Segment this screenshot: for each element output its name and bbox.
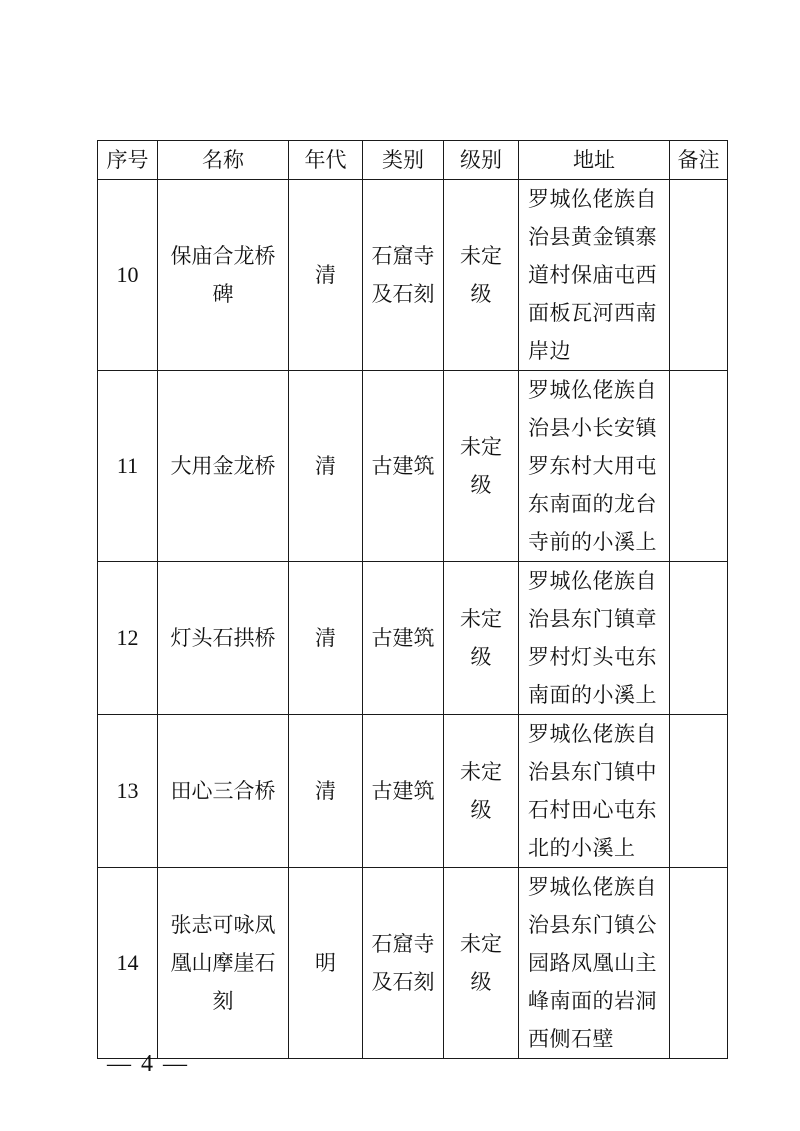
- cell-no: 14: [98, 868, 158, 1059]
- cell-level-text: 未定级: [460, 760, 502, 822]
- cell-era: 清: [289, 180, 363, 371]
- heritage-table: [97, 140, 728, 1059]
- table-row: [98, 371, 728, 562]
- table-row: [98, 715, 728, 868]
- cell-category-text: 古建筑: [371, 779, 435, 803]
- cell-name-text: 张志可咏凤凰山摩崖石刻: [170, 913, 276, 1013]
- cell-level-text: 未定级: [460, 932, 502, 994]
- cell-category: [363, 180, 444, 371]
- cell-note: [670, 371, 728, 562]
- header-note: 备注: [670, 141, 728, 180]
- cell-address: [519, 562, 670, 715]
- cell-no: 11: [98, 371, 158, 562]
- cell-level: [444, 562, 519, 715]
- cell-category-text: 古建筑: [371, 454, 435, 478]
- cell-address: [519, 180, 670, 371]
- cell-category-text: 石窟寺及石刻: [371, 244, 435, 306]
- cell-category-text: 石窟寺及石刻: [371, 932, 435, 994]
- cell-category-text: 古建筑: [371, 626, 435, 650]
- cell-name-text: 保庙合龙桥碑: [170, 244, 276, 306]
- cell-note: [670, 868, 728, 1059]
- cell-era: 清: [289, 715, 363, 868]
- table-row: [98, 562, 728, 715]
- cell-level-text: 未定级: [460, 435, 502, 497]
- cell-note: [670, 562, 728, 715]
- header-level: 级别: [444, 141, 519, 180]
- cell-address-text: 罗城仫佬族自治县小长安镇罗东村大用屯东南面的龙台寺前的小溪上: [528, 378, 657, 554]
- cell-level: [444, 715, 519, 868]
- header-address: 地址: [519, 141, 670, 180]
- cell-address: [519, 371, 670, 562]
- cell-address-text: 罗城仫佬族自治县东门镇章罗村灯头屯东南面的小溪上: [528, 569, 657, 707]
- header-no: 序号: [98, 141, 158, 180]
- cell-note: [670, 715, 728, 868]
- cell-name: [158, 715, 289, 868]
- cell-name: [158, 371, 289, 562]
- cell-address-text: 罗城仫佬族自治县东门镇中石村田心屯东北的小溪上: [528, 722, 657, 860]
- cell-address: [519, 868, 670, 1059]
- header-era: 年代: [289, 141, 363, 180]
- cell-era: 明: [289, 868, 363, 1059]
- cell-address: [519, 715, 670, 868]
- cell-era: 清: [289, 562, 363, 715]
- table-row: [98, 868, 728, 1059]
- cell-name: [158, 562, 289, 715]
- header-category: 类别: [363, 141, 444, 180]
- cell-level: [444, 371, 519, 562]
- cell-address-text: 罗城仫佬族自治县黄金镇寨道村保庙屯西面板瓦河西南岸边: [528, 187, 657, 363]
- cell-level: [444, 868, 519, 1059]
- cell-level-text: 未定级: [460, 607, 502, 669]
- table-row: [98, 180, 728, 371]
- cell-category: [363, 562, 444, 715]
- cell-era: 清: [289, 371, 363, 562]
- header-name: 名称: [158, 141, 289, 180]
- cell-address-text: 罗城仫佬族自治县东门镇公园路凤凰山主峰南面的岩洞西侧石壁: [528, 875, 657, 1051]
- cell-category: [363, 715, 444, 868]
- cell-category: [363, 868, 444, 1059]
- cell-level-text: 未定级: [460, 244, 502, 306]
- header-row: [98, 141, 728, 180]
- cell-name-text: 大用金龙桥: [170, 454, 276, 478]
- cell-note: [670, 180, 728, 371]
- cell-name-text: 田心三合桥: [170, 779, 276, 803]
- page-number: — 4 —: [107, 1051, 189, 1077]
- cell-name: [158, 180, 289, 371]
- cell-name: [158, 868, 289, 1059]
- cell-no: 12: [98, 562, 158, 715]
- cell-no: 13: [98, 715, 158, 868]
- cell-no: 10: [98, 180, 158, 371]
- cell-level: [444, 180, 519, 371]
- cell-name-text: 灯头石拱桥: [170, 626, 276, 650]
- cell-category: [363, 371, 444, 562]
